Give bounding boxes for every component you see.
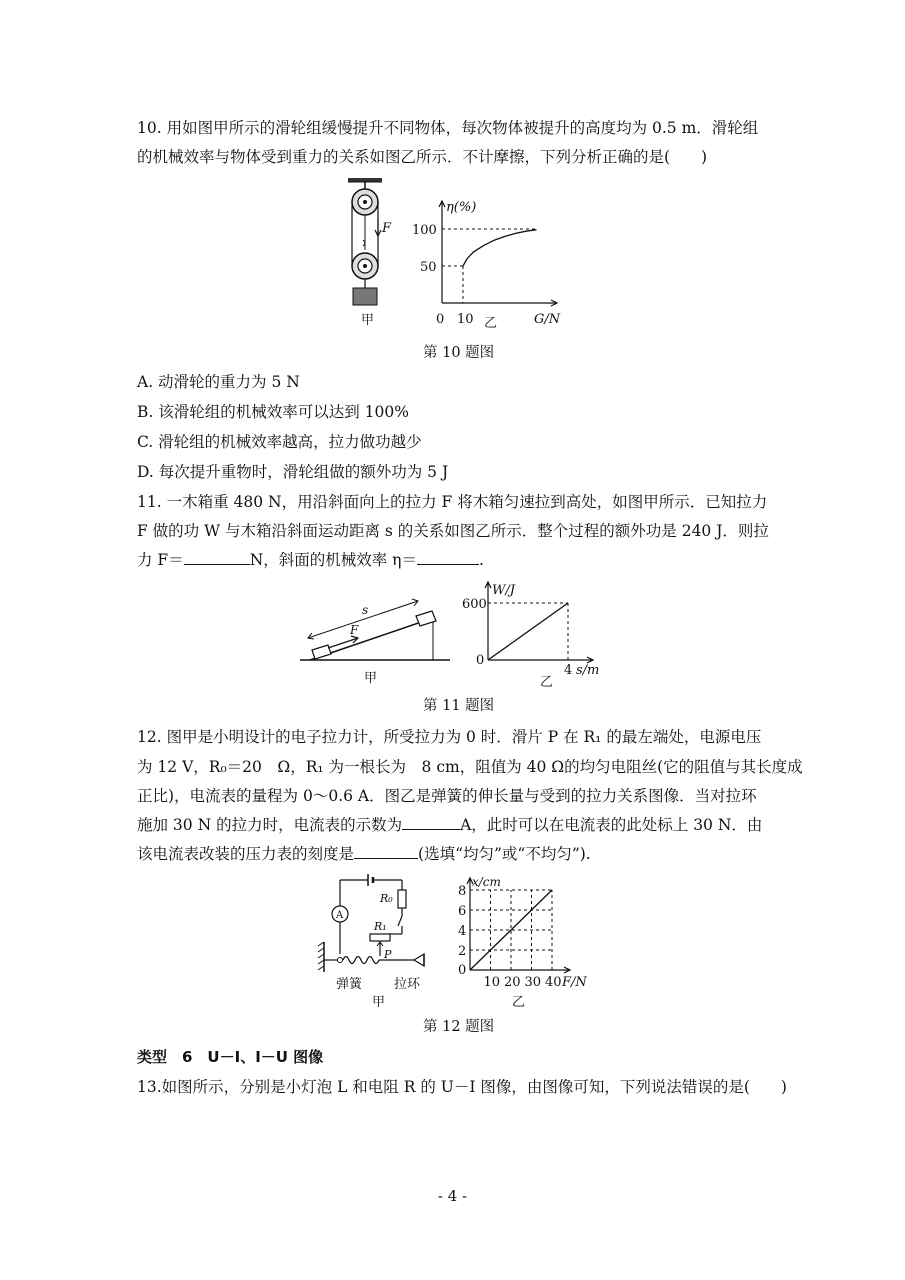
q11-line-3-a: 力 F＝ bbox=[137, 551, 184, 569]
q11-incline-figure bbox=[300, 588, 460, 688]
q10-option-c: C. 滑轮组的机械效率越高，拉力做功越少 bbox=[137, 433, 422, 451]
x-axis-label: s/m bbox=[576, 663, 600, 678]
x-tick-label: 20 bbox=[504, 975, 521, 990]
origin-label: 0 bbox=[458, 963, 467, 978]
x-tick-label: 0 bbox=[436, 312, 445, 327]
q12-line-3: 正比)，电流表的量程为 0～0.6 A．图乙是弹簧的伸长量与受到的拉力关系图像．当对拉环 bbox=[137, 787, 757, 805]
q12-line-5 bbox=[137, 844, 591, 864]
q12-line-1: 12. 图甲是小明设计的电子拉力计，所受拉力为 0 时．滑片 P 在 R₁ 的最左端处，电源电压 bbox=[137, 728, 762, 746]
force-label-F: F bbox=[382, 221, 392, 236]
x-tick-label: 4 bbox=[564, 663, 573, 678]
x-tick-label: 10 bbox=[457, 312, 474, 327]
q11-work-chart bbox=[460, 578, 620, 688]
q13-line: 13.如图所示，分别是小灯泡 L 和电阻 R 的 U－I 图像，由图像可知，下列说法错误的是( ) bbox=[137, 1078, 787, 1096]
r1-label: R₁ bbox=[374, 920, 387, 933]
f-label: F bbox=[350, 623, 359, 637]
jia-label: 甲 bbox=[361, 313, 375, 328]
q10-option-d: D. 每次提升重物时，滑轮组做的额外功为 5 J bbox=[137, 463, 449, 481]
y-tick-label: 4 bbox=[458, 924, 467, 939]
q11-line-3 bbox=[137, 550, 484, 570]
jia-label-11: 甲 bbox=[364, 671, 378, 686]
q11-blank-efficiency[interactable] bbox=[417, 550, 479, 565]
yi-label: 乙 bbox=[540, 675, 554, 690]
q11-blank-force[interactable] bbox=[184, 550, 250, 565]
page-number: - 4 - bbox=[437, 1187, 468, 1205]
q10-caption: 第 10 题图 bbox=[423, 345, 495, 361]
work-line bbox=[488, 603, 568, 660]
r0-label: R₀ bbox=[380, 892, 393, 905]
q10-option-b: B. 该滑轮组的机械效率可以达到 100% bbox=[137, 403, 409, 421]
y-tick-label: 100 bbox=[412, 223, 437, 238]
q10-line-1: 10. 用如图甲所示的滑轮组缓慢提升不同物体，每次物体被提升的高度均为 0.5 m．滑轮组 bbox=[137, 119, 759, 137]
q12-line-4-a: 施加 30 N 的拉力时，电流表的示数为 bbox=[137, 816, 403, 834]
q12-spring-chart bbox=[450, 872, 600, 1012]
q10-option-a: A. 动滑轮的重力为 5 N bbox=[137, 373, 300, 391]
q12-blank-scale[interactable] bbox=[354, 844, 418, 859]
p-label: P bbox=[384, 948, 392, 961]
q10-pulley-figure bbox=[330, 178, 400, 328]
y-tick-label: 6 bbox=[458, 904, 467, 919]
x-tick-label: 10 bbox=[483, 975, 501, 990]
q11-line-3-c: . bbox=[478, 551, 484, 569]
q12-line-2: 为 12 V，R₀＝20 Ω，R₁ 为一根长为 8 cm，阻值为 40 Ω的均匀电阻丝(它的阻值与其长度成 bbox=[137, 758, 803, 776]
q10-efficiency-chart bbox=[410, 195, 570, 330]
q11-caption: 第 11 题图 bbox=[423, 698, 495, 714]
x-axis-label: G/N bbox=[534, 312, 561, 327]
q12-line-4 bbox=[137, 815, 762, 835]
y-axis-label: W/J bbox=[492, 583, 515, 598]
y-tick-label: 8 bbox=[458, 884, 467, 899]
x-tick-label: 30 bbox=[524, 975, 542, 990]
q12-line-5-a: 该电流表改装的压力表的刻度是 bbox=[137, 845, 355, 863]
ring-label: 拉环 bbox=[394, 977, 421, 992]
q12-line-4-b: A，此时可以在电流表的此处标上 30 N．由 bbox=[460, 816, 763, 834]
jia-label-12: 甲 bbox=[372, 995, 386, 1010]
origin-label: 0 bbox=[476, 653, 485, 668]
y-tick-label: 600 bbox=[462, 597, 487, 612]
q12-blank-current[interactable] bbox=[402, 815, 460, 830]
q11-line-3-b: N，斜面的机械效率 η＝ bbox=[249, 551, 417, 569]
y-axis-label: η(%) bbox=[446, 200, 477, 215]
x-axis-label: F/N bbox=[562, 975, 587, 990]
section-heading: 类型 6 U－I、I－U 图像 bbox=[137, 1048, 324, 1066]
y-tick-label: 2 bbox=[458, 944, 467, 959]
y-axis-label: x/cm bbox=[472, 875, 501, 889]
q10-line-2: 的机械效率与物体受到重力的关系如图乙所示．不计摩擦，下列分析正确的是( ) bbox=[137, 148, 708, 166]
q12-line-5-b: (选填“均匀”或“不均匀”). bbox=[418, 845, 591, 863]
efficiency-curve bbox=[463, 230, 537, 266]
q11-line-1: 11. 一木箱重 480 N，用沿斜面向上的拉力 F 将木箱匀速拉到高处，如图甲所示．已知拉力 bbox=[137, 493, 768, 511]
x-tick-label: 40 bbox=[545, 975, 562, 990]
q12-circuit-figure bbox=[318, 872, 448, 1012]
q11-line-2: F 做的功 W 与木箱沿斜面运动距离 s 的关系如图乙所示．整个过程的额外功是 240 J．则拉 bbox=[137, 522, 769, 540]
yi-label: 乙 bbox=[484, 316, 498, 331]
q12-caption: 第 12 题图 bbox=[423, 1019, 495, 1035]
spring-label: 弹簧 bbox=[336, 977, 363, 992]
yi-label: 乙 bbox=[512, 995, 526, 1010]
ammeter-icon: A bbox=[336, 910, 344, 921]
y-tick-label: 50 bbox=[420, 260, 437, 275]
s-label: s bbox=[362, 603, 369, 617]
